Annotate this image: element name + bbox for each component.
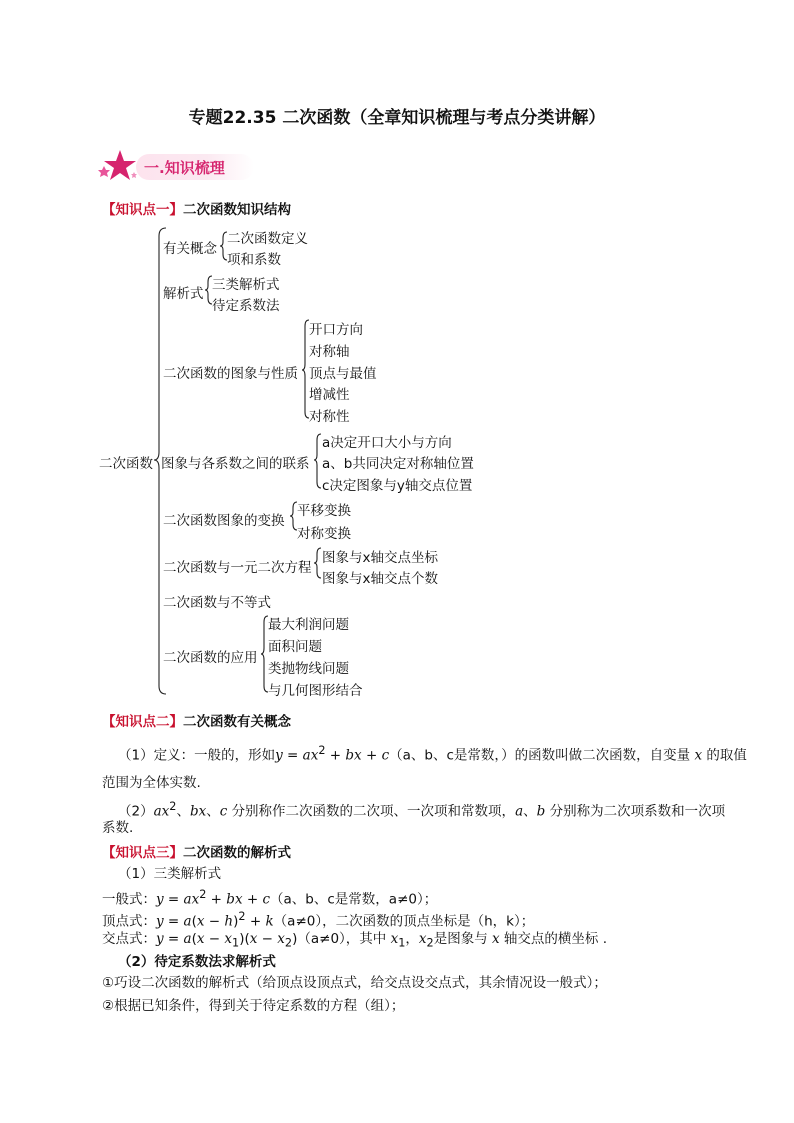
tree-branch: 有关概念 bbox=[163, 241, 217, 257]
tree-leaf: 类抛物线问题 bbox=[268, 661, 349, 677]
tree-leaf: 与几何图形结合 bbox=[268, 683, 363, 699]
kp2-para1: （1）定义：一般的，形如$y = ax^2$ + bx + c（a、b、c是常数，）的函数叫做二次函数，自变量 x 的取值 bbox=[118, 744, 747, 764]
tree-leaf: 对称轴 bbox=[309, 344, 350, 360]
tree-branch: 二次函数图象的变换 bbox=[163, 513, 285, 529]
kp3-heading: 【知识点三】二次函数的解析式 bbox=[102, 845, 291, 861]
tree-leaf: 对称性 bbox=[309, 409, 350, 425]
tree-leaf: 图象与x轴交点个数 bbox=[322, 571, 438, 587]
tree-branch: 解析式 bbox=[163, 286, 204, 302]
tree-leaf: a、b共同决定对称轴位置 bbox=[322, 456, 474, 472]
tree-branch: 二次函数与不等式 bbox=[163, 595, 271, 611]
kp2-para2: $(2)ax^2$、bx、c 分别称作二次函数的二次项、一次项和常数项，a、b 分别称为二次项系数和一次项 bbox=[118, 800, 726, 820]
kp2-heading: 【知识点二】二次函数有关概念 bbox=[102, 714, 291, 730]
kp3-step1: ①巧设二次函数的解析式（给顶点设顶点式，给交点设交点式，其余情况设一般式）； bbox=[102, 975, 607, 991]
kp3-step2: ②根据已知条件，得到关于待定系数的方程（组）； bbox=[102, 998, 405, 1014]
tree-leaf: 面积问题 bbox=[268, 639, 322, 655]
section-label: 一.知识梳理 bbox=[144, 159, 225, 177]
tree-branch: 图象与各系数之间的联系 bbox=[161, 456, 310, 472]
tree-leaf: 项和系数 bbox=[227, 252, 281, 268]
kp3-h2: （2）待定系数法求解析式 bbox=[118, 954, 276, 970]
page-title: 专题22.35 二次函数（全章知识梳理与考点分类讲解） bbox=[188, 108, 606, 128]
kp3-intercept: 交点式：$y = a(x - x_1)(x - x_2)(a\ne 0)$，其中 $x_1$，$x_2$是图象与 x 轴交点的横坐标 . bbox=[102, 931, 608, 950]
tree-branch: 二次函数与一元二次方程 bbox=[163, 560, 312, 576]
tree-leaf: a决定开口大小与方向 bbox=[322, 435, 452, 451]
tree-leaf: c决定图象与y轴交点位置 bbox=[322, 478, 473, 494]
kp3-h1: （1）三类解析式 bbox=[118, 866, 222, 882]
tree-leaf: 顶点与最值 bbox=[309, 366, 377, 382]
tree-leaf: 图象与x轴交点坐标 bbox=[322, 550, 438, 566]
tree-leaf: 三类解析式 bbox=[212, 277, 280, 293]
tree-branch: 二次函数的应用 bbox=[163, 650, 258, 666]
tree-leaf: 平移变换 bbox=[297, 503, 351, 519]
tree-root: 二次函数 bbox=[99, 456, 153, 472]
kp2-para1-cont: 范围为全体实数. bbox=[102, 775, 201, 791]
kp1-heading: 【知识点一】二次函数知识结构 bbox=[102, 202, 291, 218]
kp3-vertex: 顶点式：$y = a(x - h)^2 + k(a\ne 0)$，二次函数的顶点坐标是（h，k）； bbox=[102, 910, 535, 930]
tree-leaf: 增减性 bbox=[309, 387, 350, 403]
tree-leaf: 开口方向 bbox=[309, 322, 363, 338]
tree-leaf: 最大利润问题 bbox=[268, 617, 349, 633]
tree-branch: 二次函数的图象与性质 bbox=[163, 366, 298, 382]
tree-leaf: 对称变换 bbox=[297, 526, 351, 542]
kp2-para2-cont: 系数. bbox=[102, 820, 134, 836]
kp3-general: 一般式：$y = ax^2$ + bx + c（a、b、c是常数，a≠0）； bbox=[102, 888, 438, 908]
tree-leaf: 二次函数定义 bbox=[227, 231, 308, 247]
tree-leaf: 待定系数法 bbox=[212, 298, 280, 314]
